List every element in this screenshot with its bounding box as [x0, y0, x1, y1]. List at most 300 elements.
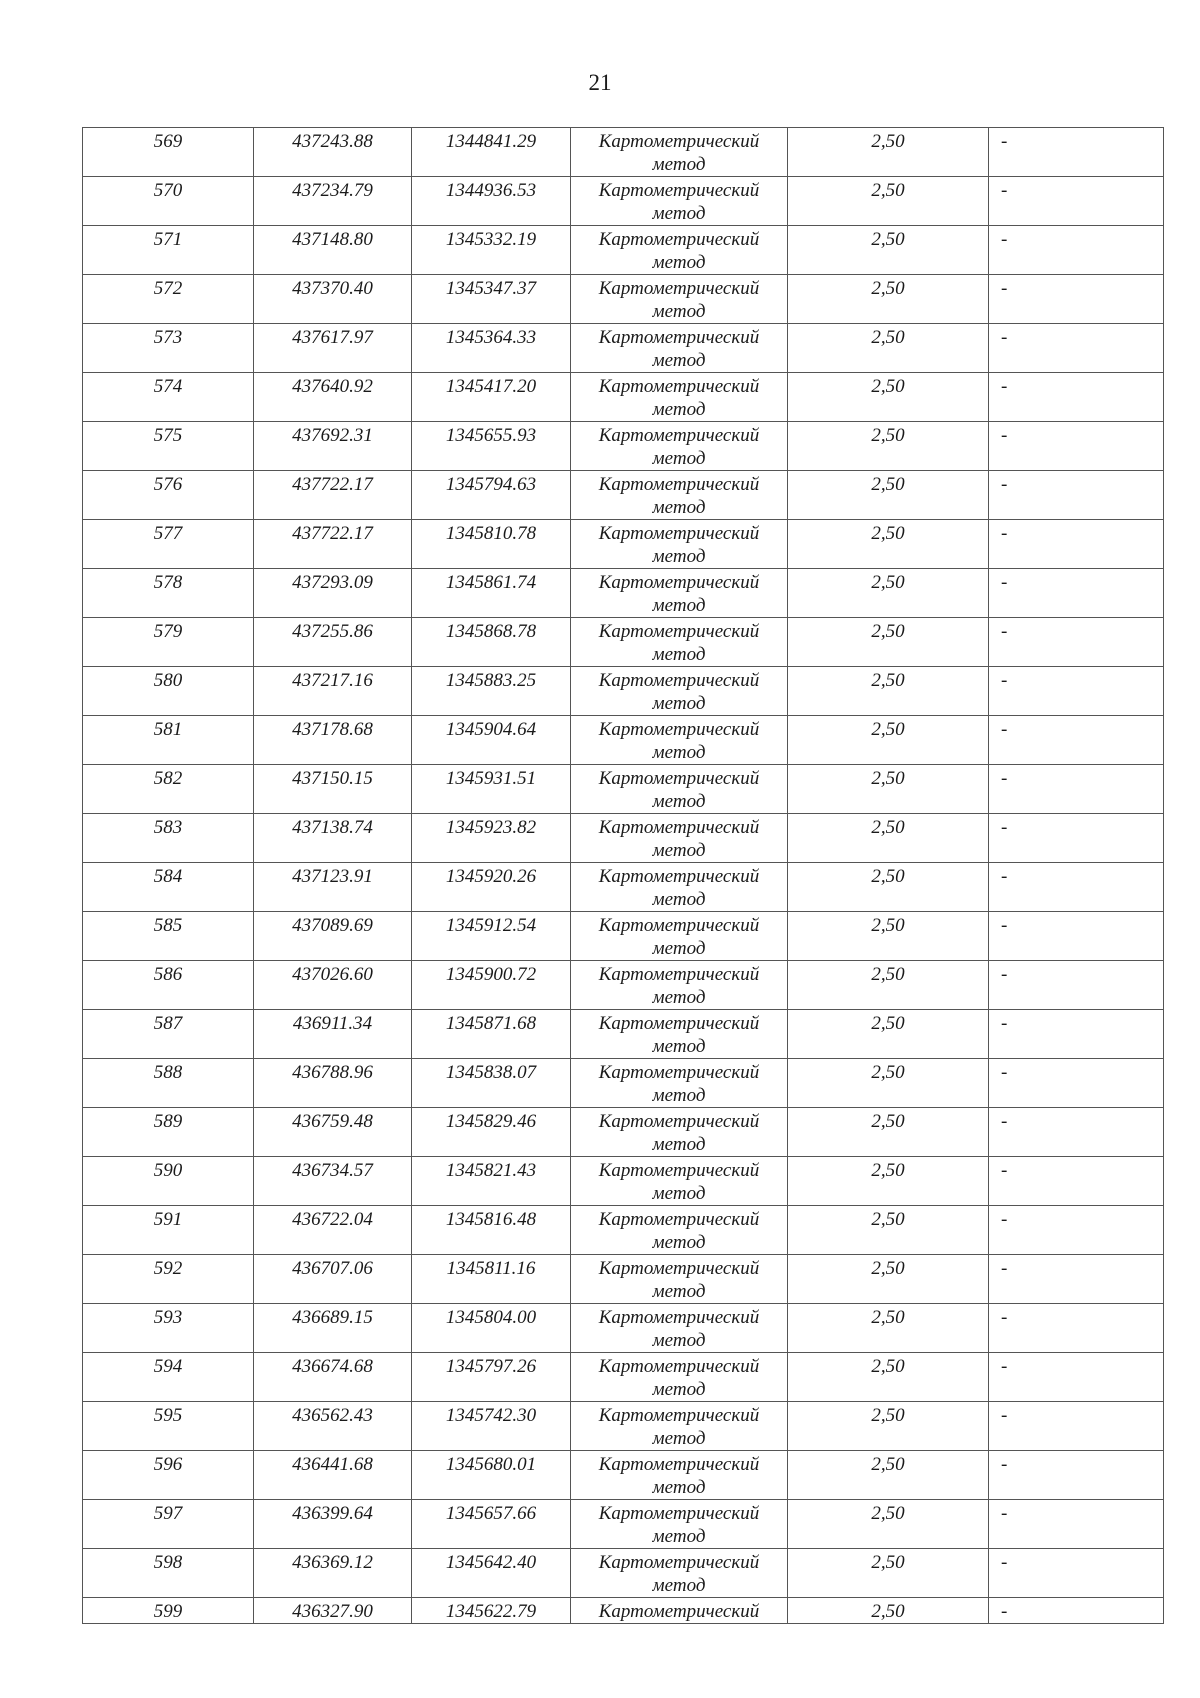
method-cell-text: Картометрический метод — [598, 180, 760, 224]
y-coordinate-cell — [412, 1353, 571, 1402]
accuracy-cell-text: 2,50 — [871, 1356, 905, 1377]
y-coordinate-cell — [412, 667, 571, 716]
point-number-cell-text: 592 — [153, 1258, 183, 1279]
method-cell — [571, 128, 788, 177]
x-coordinate-cell-text: 437722.17 — [292, 523, 373, 544]
x-coordinate-cell — [254, 1598, 412, 1624]
method-cell — [571, 520, 788, 569]
method-cell-text: Картометрический метод — [598, 278, 760, 322]
table-row — [83, 1157, 1164, 1206]
point-number-cell-text: 574 — [153, 376, 183, 397]
description-cell — [989, 814, 1164, 863]
x-coordinate-cell — [254, 373, 412, 422]
description-cell — [989, 373, 1164, 422]
accuracy-cell — [788, 1598, 989, 1624]
method-cell — [571, 1157, 788, 1206]
point-number-cell — [83, 1010, 254, 1059]
x-coordinate-cell-text: 436369.12 — [292, 1552, 373, 1573]
x-coordinate-cell — [254, 1157, 412, 1206]
y-coordinate-cell — [412, 1402, 571, 1451]
y-coordinate-cell-text: 1345794.63 — [445, 474, 537, 495]
y-coordinate-cell-text: 1345868.78 — [445, 621, 537, 642]
description-cell — [989, 422, 1164, 471]
y-coordinate-cell — [412, 863, 571, 912]
y-coordinate-cell — [412, 1255, 571, 1304]
y-coordinate-cell — [412, 569, 571, 618]
table-row — [83, 961, 1164, 1010]
y-coordinate-cell — [412, 1451, 571, 1500]
accuracy-cell-text: 2,50 — [871, 376, 905, 397]
description-cell-text: - — [1001, 1552, 1008, 1573]
point-number-cell — [83, 961, 254, 1010]
method-cell — [571, 569, 788, 618]
description-cell — [989, 569, 1164, 618]
method-cell-text: Картометрический метод — [598, 1013, 760, 1057]
method-cell-text: Картометрический метод — [598, 1552, 760, 1596]
point-number-cell-text: 576 — [153, 474, 183, 495]
y-coordinate-cell — [412, 961, 571, 1010]
accuracy-cell-text: 2,50 — [871, 1503, 905, 1524]
x-coordinate-cell-text: 436399.64 — [292, 1503, 373, 1524]
x-coordinate-cell-text: 437089.69 — [292, 915, 373, 936]
accuracy-cell-text: 2,50 — [871, 866, 905, 887]
point-number-cell — [83, 765, 254, 814]
point-number-cell — [83, 1451, 254, 1500]
accuracy-cell — [788, 1010, 989, 1059]
x-coordinate-cell — [254, 1549, 412, 1598]
y-coordinate-cell — [412, 177, 571, 226]
y-coordinate-cell — [412, 275, 571, 324]
x-coordinate-cell — [254, 863, 412, 912]
table-row — [83, 569, 1164, 618]
point-number-cell-text: 588 — [153, 1062, 183, 1083]
description-cell-text: - — [1001, 817, 1008, 838]
accuracy-cell — [788, 961, 989, 1010]
description-cell-text: - — [1001, 327, 1008, 348]
description-cell-text: - — [1001, 425, 1008, 446]
point-number-cell — [83, 1598, 254, 1624]
x-coordinate-cell-text: 437234.79 — [292, 180, 373, 201]
method-cell-text: Картометрический метод — [598, 1405, 760, 1449]
y-coordinate-cell-text: 1345810.78 — [445, 523, 537, 544]
description-cell — [989, 1451, 1164, 1500]
description-cell — [989, 1157, 1164, 1206]
y-coordinate-cell-text: 1345838.07 — [445, 1062, 537, 1083]
x-coordinate-cell-text: 437217.16 — [292, 670, 373, 691]
accuracy-cell-text: 2,50 — [871, 1405, 905, 1426]
y-coordinate-cell-text: 1345742.30 — [445, 1405, 537, 1426]
point-number-cell-text: 593 — [153, 1307, 183, 1328]
description-cell-text: - — [1001, 1013, 1008, 1034]
table-row — [83, 1451, 1164, 1500]
y-coordinate-cell-text: 1345811.16 — [446, 1258, 536, 1279]
y-coordinate-cell — [412, 618, 571, 667]
description-cell-text: - — [1001, 1209, 1008, 1230]
table-row — [83, 1402, 1164, 1451]
accuracy-cell — [788, 1206, 989, 1255]
accuracy-cell — [788, 324, 989, 373]
point-number-cell-text: 599 — [153, 1601, 183, 1622]
table-row — [83, 373, 1164, 422]
point-number-cell-text: 584 — [153, 866, 183, 887]
x-coordinate-cell-text: 436722.04 — [292, 1209, 373, 1230]
x-coordinate-cell — [254, 1108, 412, 1157]
method-cell-text: Картометрический метод — [598, 670, 760, 714]
point-number-cell — [83, 520, 254, 569]
point-number-cell — [83, 1059, 254, 1108]
x-coordinate-cell-text: 436788.96 — [292, 1062, 373, 1083]
y-coordinate-cell — [412, 912, 571, 961]
method-cell-text: Картометрический — [598, 1601, 760, 1622]
description-cell-text: - — [1001, 1405, 1008, 1426]
description-cell — [989, 618, 1164, 667]
point-number-cell-text: 595 — [153, 1405, 183, 1426]
method-cell-text: Картометрический метод — [598, 1111, 760, 1155]
accuracy-cell-text: 2,50 — [871, 1454, 905, 1475]
coordinates-table-body — [83, 128, 1164, 1624]
method-cell — [571, 471, 788, 520]
x-coordinate-cell — [254, 1353, 412, 1402]
method-cell-text: Картометрический метод — [598, 327, 760, 371]
x-coordinate-cell — [254, 912, 412, 961]
table-row — [83, 1353, 1164, 1402]
point-number-cell-text: 583 — [153, 817, 183, 838]
x-coordinate-cell-text: 437026.60 — [292, 964, 373, 985]
description-cell-text: - — [1001, 278, 1008, 299]
table-row — [83, 667, 1164, 716]
table-row — [83, 1500, 1164, 1549]
table-row — [83, 1255, 1164, 1304]
description-cell-text: - — [1001, 964, 1008, 985]
table-row — [83, 324, 1164, 373]
x-coordinate-cell-text: 437617.97 — [292, 327, 373, 348]
method-cell-text: Картометрический метод — [598, 376, 760, 420]
y-coordinate-cell-text: 1345680.01 — [445, 1454, 537, 1475]
accuracy-cell — [788, 373, 989, 422]
description-cell-text: - — [1001, 768, 1008, 789]
x-coordinate-cell — [254, 1255, 412, 1304]
accuracy-cell — [788, 765, 989, 814]
table-row — [83, 1108, 1164, 1157]
method-cell-text: Картометрический метод — [598, 621, 760, 665]
table-row — [83, 471, 1164, 520]
x-coordinate-cell-text: 436911.34 — [292, 1013, 373, 1034]
y-coordinate-cell-text: 1345861.74 — [445, 572, 537, 593]
point-number-cell — [83, 1402, 254, 1451]
description-cell — [989, 1255, 1164, 1304]
x-coordinate-cell-text: 437255.86 — [292, 621, 373, 642]
point-number-cell — [83, 618, 254, 667]
accuracy-cell — [788, 1108, 989, 1157]
point-number-cell — [83, 422, 254, 471]
x-coordinate-cell — [254, 667, 412, 716]
point-number-cell-text: 581 — [153, 719, 183, 740]
table-row — [83, 1059, 1164, 1108]
description-cell-text: - — [1001, 376, 1008, 397]
method-cell-text: Картометрический метод — [598, 523, 760, 567]
accuracy-cell — [788, 1353, 989, 1402]
x-coordinate-cell — [254, 569, 412, 618]
accuracy-cell-text: 2,50 — [871, 425, 905, 446]
point-number-cell-text: 598 — [153, 1552, 183, 1573]
point-number-cell — [83, 1304, 254, 1353]
accuracy-cell-text: 2,50 — [871, 719, 905, 740]
y-coordinate-cell-text: 1345900.72 — [445, 964, 537, 985]
accuracy-cell-text: 2,50 — [871, 1160, 905, 1181]
description-cell-text: - — [1001, 1160, 1008, 1181]
accuracy-cell — [788, 1451, 989, 1500]
y-coordinate-cell-text: 1345816.48 — [445, 1209, 537, 1230]
point-number-cell-text: 591 — [153, 1209, 183, 1230]
point-number-cell — [83, 1108, 254, 1157]
point-number-cell-text: 577 — [153, 523, 183, 544]
y-coordinate-cell — [412, 1304, 571, 1353]
y-coordinate-cell — [412, 1206, 571, 1255]
accuracy-cell — [788, 226, 989, 275]
description-cell — [989, 961, 1164, 1010]
x-coordinate-cell-text: 437243.88 — [292, 131, 373, 152]
method-cell-text: Картометрический метод — [598, 1062, 760, 1106]
method-cell — [571, 1598, 788, 1624]
x-coordinate-cell-text: 436707.06 — [292, 1258, 373, 1279]
y-coordinate-cell-text: 1345622.79 — [445, 1601, 537, 1622]
y-coordinate-cell-text: 1345642.40 — [445, 1552, 537, 1573]
method-cell — [571, 373, 788, 422]
point-number-cell-text: 589 — [153, 1111, 183, 1132]
y-coordinate-cell-text: 1345912.54 — [445, 915, 537, 936]
table-row — [83, 1304, 1164, 1353]
x-coordinate-cell-text: 436734.57 — [292, 1160, 373, 1181]
y-coordinate-cell — [412, 1157, 571, 1206]
method-cell — [571, 814, 788, 863]
table-row — [83, 226, 1164, 275]
y-coordinate-cell-text: 1345655.93 — [445, 425, 537, 446]
x-coordinate-cell-text: 437150.15 — [292, 768, 373, 789]
accuracy-cell — [788, 1402, 989, 1451]
x-coordinate-cell — [254, 1500, 412, 1549]
method-cell-text: Картометрический метод — [598, 719, 760, 763]
accuracy-cell — [788, 667, 989, 716]
y-coordinate-cell-text: 1345923.82 — [445, 817, 537, 838]
x-coordinate-cell-text: 437148.80 — [292, 229, 373, 250]
table-row — [83, 1206, 1164, 1255]
accuracy-cell-text: 2,50 — [871, 1013, 905, 1034]
coordinates-table — [82, 127, 1164, 1624]
point-number-cell — [83, 128, 254, 177]
x-coordinate-cell — [254, 765, 412, 814]
y-coordinate-cell-text: 1345821.43 — [445, 1160, 537, 1181]
y-coordinate-cell-text: 1345920.26 — [445, 866, 537, 887]
point-number-cell — [83, 1353, 254, 1402]
point-number-cell-text: 569 — [153, 131, 183, 152]
method-cell — [571, 1108, 788, 1157]
table-row — [83, 716, 1164, 765]
description-cell — [989, 716, 1164, 765]
y-coordinate-cell-text: 1345829.46 — [445, 1111, 537, 1132]
accuracy-cell — [788, 569, 989, 618]
point-number-cell-text: 597 — [153, 1503, 183, 1524]
table-row — [83, 765, 1164, 814]
x-coordinate-cell-text: 437178.68 — [292, 719, 373, 740]
y-coordinate-cell — [412, 373, 571, 422]
method-cell — [571, 618, 788, 667]
x-coordinate-cell — [254, 226, 412, 275]
description-cell-text: - — [1001, 180, 1008, 201]
accuracy-cell-text: 2,50 — [871, 327, 905, 348]
point-number-cell — [83, 471, 254, 520]
x-coordinate-cell-text: 437722.17 — [292, 474, 373, 495]
accuracy-cell-text: 2,50 — [871, 523, 905, 544]
method-cell-text: Картометрический метод — [598, 425, 760, 469]
y-coordinate-cell — [412, 716, 571, 765]
x-coordinate-cell — [254, 1451, 412, 1500]
y-coordinate-cell-text: 1345347.37 — [445, 278, 537, 299]
y-coordinate-cell-text: 1345883.25 — [445, 670, 537, 691]
y-coordinate-cell — [412, 1108, 571, 1157]
accuracy-cell-text: 2,50 — [871, 1209, 905, 1230]
method-cell — [571, 1353, 788, 1402]
x-coordinate-cell — [254, 961, 412, 1010]
y-coordinate-cell-text: 1345797.26 — [445, 1356, 537, 1377]
point-number-cell — [83, 226, 254, 275]
description-cell — [989, 912, 1164, 961]
method-cell — [571, 961, 788, 1010]
accuracy-cell — [788, 275, 989, 324]
y-coordinate-cell-text: 1345931.51 — [445, 768, 537, 789]
accuracy-cell — [788, 618, 989, 667]
point-number-cell-text: 586 — [153, 964, 183, 985]
y-coordinate-cell-text: 1345804.00 — [445, 1307, 537, 1328]
y-coordinate-cell — [412, 1010, 571, 1059]
table-row — [83, 618, 1164, 667]
point-number-cell — [83, 1255, 254, 1304]
point-number-cell-text: 594 — [153, 1356, 183, 1377]
accuracy-cell-text: 2,50 — [871, 1111, 905, 1132]
description-cell — [989, 667, 1164, 716]
point-number-cell — [83, 275, 254, 324]
point-number-cell-text: 575 — [153, 425, 183, 446]
x-coordinate-cell — [254, 128, 412, 177]
table-row — [83, 863, 1164, 912]
description-cell — [989, 520, 1164, 569]
description-cell-text: - — [1001, 1307, 1008, 1328]
x-coordinate-cell — [254, 471, 412, 520]
method-cell-text: Картометрический метод — [598, 915, 760, 959]
point-number-cell-text: 572 — [153, 278, 183, 299]
method-cell — [571, 765, 788, 814]
point-number-cell-text: 578 — [153, 572, 183, 593]
accuracy-cell — [788, 471, 989, 520]
point-number-cell-text: 573 — [153, 327, 183, 348]
y-coordinate-cell — [412, 422, 571, 471]
method-cell — [571, 177, 788, 226]
y-coordinate-cell-text: 1344936.53 — [445, 180, 537, 201]
x-coordinate-cell-text: 437692.31 — [292, 425, 373, 446]
method-cell-text: Картометрический метод — [598, 1454, 760, 1498]
description-cell — [989, 1500, 1164, 1549]
description-cell-text: - — [1001, 719, 1008, 740]
table-row — [83, 1549, 1164, 1598]
description-cell — [989, 1059, 1164, 1108]
accuracy-cell — [788, 1157, 989, 1206]
description-cell — [989, 1402, 1164, 1451]
method-cell — [571, 863, 788, 912]
accuracy-cell — [788, 863, 989, 912]
y-coordinate-cell — [412, 226, 571, 275]
method-cell — [571, 324, 788, 373]
x-coordinate-cell-text: 436327.90 — [292, 1601, 373, 1622]
description-cell-text: - — [1001, 670, 1008, 691]
point-number-cell — [83, 1500, 254, 1549]
accuracy-cell-text: 2,50 — [871, 964, 905, 985]
description-cell — [989, 1108, 1164, 1157]
description-cell — [989, 324, 1164, 373]
x-coordinate-cell-text: 436674.68 — [292, 1356, 373, 1377]
method-cell-text: Картометрический метод — [598, 1209, 760, 1253]
method-cell-text: Картометрический метод — [598, 229, 760, 273]
y-coordinate-cell — [412, 765, 571, 814]
method-cell — [571, 1451, 788, 1500]
method-cell — [571, 1059, 788, 1108]
x-coordinate-cell — [254, 618, 412, 667]
x-coordinate-cell-text: 436562.43 — [292, 1405, 373, 1426]
x-coordinate-cell — [254, 1010, 412, 1059]
y-coordinate-cell-text: 1345904.64 — [445, 719, 537, 740]
description-cell-text: - — [1001, 1356, 1008, 1377]
accuracy-cell — [788, 716, 989, 765]
point-number-cell-text: 582 — [153, 768, 183, 789]
method-cell — [571, 1549, 788, 1598]
method-cell-text: Картометрический метод — [598, 474, 760, 518]
point-number-cell — [83, 373, 254, 422]
y-coordinate-cell — [412, 1059, 571, 1108]
table-row — [83, 912, 1164, 961]
accuracy-cell — [788, 1500, 989, 1549]
point-number-cell-text: 585 — [153, 915, 183, 936]
table-row — [83, 177, 1164, 226]
x-coordinate-cell-text: 437640.92 — [292, 376, 373, 397]
accuracy-cell — [788, 1255, 989, 1304]
point-number-cell — [83, 1549, 254, 1598]
accuracy-cell-text: 2,50 — [871, 621, 905, 642]
point-number-cell-text: 580 — [153, 670, 183, 691]
accuracy-cell — [788, 912, 989, 961]
point-number-cell — [83, 912, 254, 961]
accuracy-cell-text: 2,50 — [871, 1062, 905, 1083]
method-cell-text: Картометрический метод — [598, 1356, 760, 1400]
method-cell-text: Картометрический метод — [598, 131, 760, 175]
y-coordinate-cell-text: 1345657.66 — [445, 1503, 537, 1524]
description-cell-text: - — [1001, 229, 1008, 250]
accuracy-cell — [788, 814, 989, 863]
x-coordinate-cell-text: 437123.91 — [292, 866, 373, 887]
accuracy-cell — [788, 177, 989, 226]
method-cell — [571, 716, 788, 765]
description-cell — [989, 1598, 1164, 1624]
accuracy-cell — [788, 128, 989, 177]
description-cell-text: - — [1001, 621, 1008, 642]
description-cell — [989, 275, 1164, 324]
description-cell — [989, 177, 1164, 226]
x-coordinate-cell-text: 437370.40 — [292, 278, 373, 299]
table-row — [83, 1010, 1164, 1059]
method-cell-text: Картометрический метод — [598, 768, 760, 812]
description-cell-text: - — [1001, 1258, 1008, 1279]
description-cell-text: - — [1001, 1062, 1008, 1083]
method-cell — [571, 1402, 788, 1451]
point-number-cell — [83, 716, 254, 765]
accuracy-cell-text: 2,50 — [871, 131, 905, 152]
